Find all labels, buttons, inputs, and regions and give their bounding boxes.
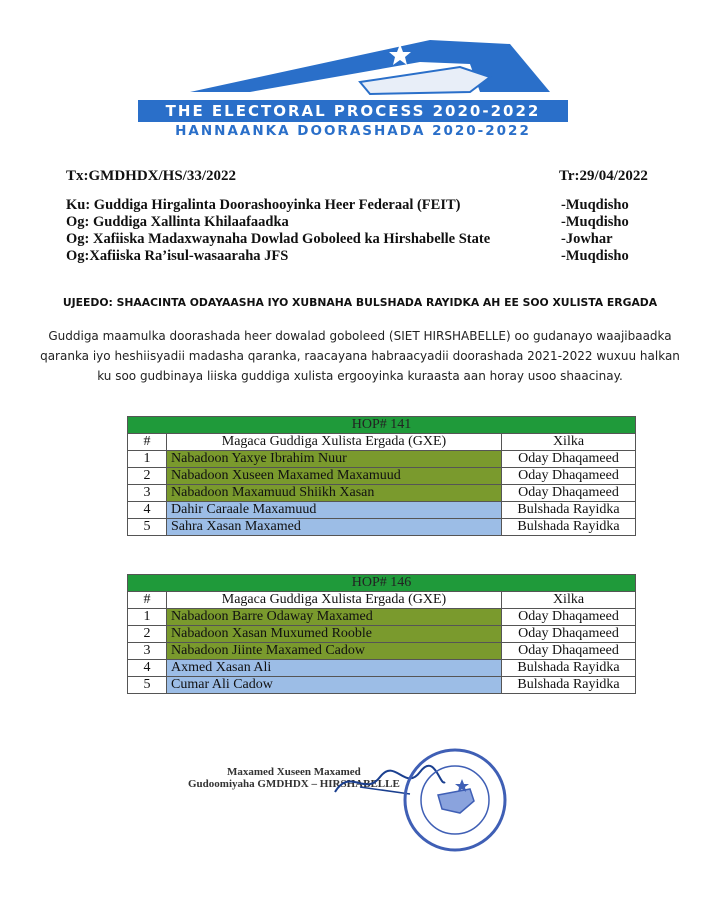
recipient-line: Ku: Guddiga Hirgalinta Doorashooyinka Heer Federaal (FEIT) -Muqdisho: [66, 197, 629, 213]
table-row: 1 Nabadoon Yaxye Ibrahim Nuur Oday Dhaqameed: [128, 451, 636, 468]
body-paragraph: Guddiga maamulka doorashada heer dowalad goboleed (SIET HIRSHABELLE) oo gudanayo waajibaadka qaranka iyo heshiisyadii madasha qaranka, raacayana habraacyadii doorashada 2021-2022 wuxuu halkan ku soo gudbinaya liiska guddiga xulista ergooyinka kuraasta aan horay usoo shaacinay.: [40, 329, 680, 383]
column-header: Magaca Guddiga Xulista Ergada (GXE): [167, 592, 502, 609]
signatory-name: Maxamed Xuseen Maxamed: [226, 766, 361, 778]
table-row: 5 Cumar Ali Cadow Bulshada Rayidka: [128, 677, 636, 694]
recipient-line: Og: Xafiiska Madaxwaynaha Dowlad Goboleed ka Hirshabelle State -Jowhar: [66, 231, 613, 247]
reference-date: Tr:29/04/2022: [559, 168, 648, 184]
table-row: 4 Dahir Caraale Maxamuud Bulshada Rayidka: [128, 502, 636, 519]
committee-table: [127, 574, 636, 694]
table-row: 2 Nabadoon Xasan Muxumed Rooble Oday Dhaqameed: [128, 626, 636, 643]
recipient-line: Og:Xafiiska Ra’isul-wasaaraha JFS -Muqdisho: [66, 248, 629, 264]
table-title: HOP# 146: [128, 575, 636, 592]
signatory-title: Gudoomiyaha GMDHDX – HIRSHABELLE: [188, 778, 400, 790]
column-header: Xilka: [502, 592, 636, 609]
table-row: 1 Nabadoon Barre Odaway Maxamed Oday Dhaqameed: [128, 609, 636, 626]
logo-title: THE ELECTORAL PROCESS 2020-2022: [138, 100, 568, 122]
official-stamp: [400, 745, 510, 855]
table-row: 3 Nabadoon Maxamuud Shiikh Xasan Oday Dhaqameed: [128, 485, 636, 502]
table-row: 5 Sahra Xasan Maxamed Bulshada Rayidka: [128, 519, 636, 536]
logo-subtitle: HANNAANKA DOORASHADA 2020-2022: [175, 123, 531, 139]
reference-number: Tx:GMDHDX/HS/33/2022: [66, 168, 237, 184]
table-row: 3 Nabadoon Jiinte Maxamed Cadow Oday Dhaqameed: [128, 643, 636, 660]
column-header: Magaca Guddiga Xulista Ergada (GXE): [167, 434, 502, 451]
table-row: 2 Nabadoon Xuseen Maxamed Maxamuud Oday Dhaqameed: [128, 468, 636, 485]
column-header: #: [128, 592, 167, 609]
recipient-line: Og: Guddiga Xallinta Khilaafaadka -Muqdisho: [66, 214, 629, 230]
ballot-hand-icon: [438, 789, 474, 813]
table-title: HOP# 141: [128, 417, 636, 434]
subject-line: UJEEDO: SHAACINTA ODAYAASHA IYO XUBNAHA BULSHADA RAYIDKA AH EE SOO XULISTA ERGADA: [62, 296, 658, 309]
committee-table: [127, 416, 636, 536]
column-header: Xilka: [502, 434, 636, 451]
column-header: #: [128, 434, 167, 451]
table-row: 4 Axmed Xasan Ali Bulshada Rayidka: [128, 660, 636, 677]
